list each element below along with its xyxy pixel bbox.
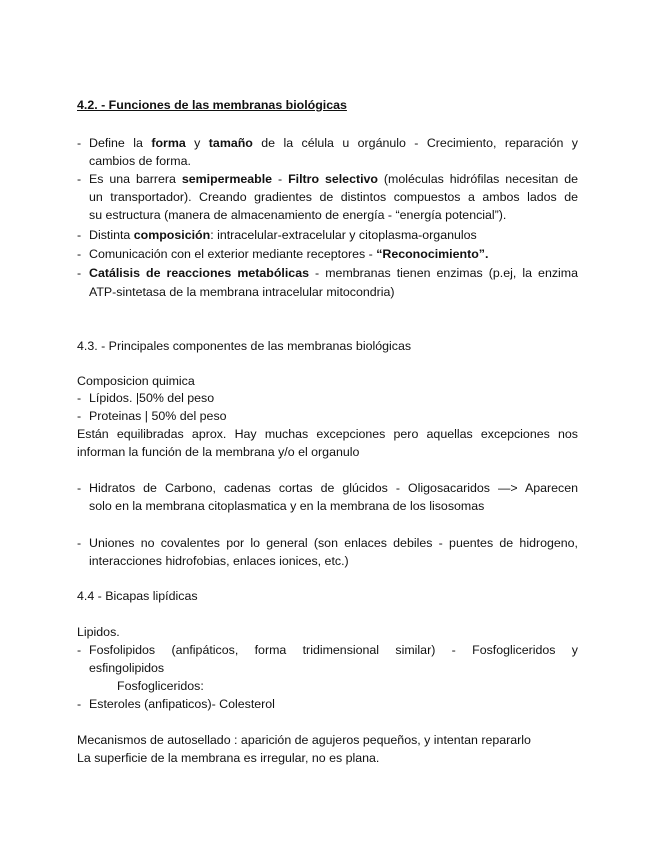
paragraph-composicion: Composicion quimica: [77, 374, 195, 388]
list-item-barrera-l3: su estructura (manera de almacenamiento de energía - “energía potencial”).: [89, 208, 507, 222]
bullet-marker: -: [77, 409, 82, 423]
section-title-4-2: 4.2. - Funciones de las membranas biológicas: [77, 98, 347, 112]
section-title-4-3: 4.3. - Principales componentes de las membranas biológicas: [77, 339, 412, 353]
list-item-catalisis: Catálisis de reacciones metabólicas - membranas tienen enzimas (p.ej, la enzima: [89, 266, 578, 280]
bullet-marker: -: [77, 643, 82, 657]
paragraph-superficie: La superficie de la membrana es irregular, no es plana.: [77, 751, 380, 765]
bullet-marker: -: [77, 266, 82, 280]
paragraph-equilibradas-l2: informan la función de la membrana y/o el organulo: [77, 445, 360, 459]
list-item-hidratos-l2: solo en la membrana citoplasmatica y en la membrana de los lisosomas: [89, 499, 485, 513]
list-item-fosfolipidos: Fosfolipidos (anfipáticos, forma tridimensional similar) - Fosfogliceridos y: [89, 643, 578, 657]
list-item-barrera-l2: un transportador). Creando gradientes de distintos compuestos a ambos lados de: [89, 190, 578, 204]
bullet-marker: -: [77, 136, 82, 150]
bullet-marker: -: [77, 697, 82, 711]
list-item-composicion: Distinta composición: intracelular-extracelular y citoplasma-organulos: [89, 228, 477, 242]
list-item-esteroles: Esteroles (anfipaticos)- Colesterol: [89, 697, 275, 711]
list-item-forma-cont: cambios de forma.: [89, 154, 191, 168]
bullet-marker: -: [77, 247, 82, 261]
list-item-proteinas: Proteinas | 50% del peso: [89, 409, 227, 423]
section-title-4-4: 4.4 - Bicapas lipídicas: [77, 589, 198, 603]
sub-item-fosfogliceridos: Fosfogliceridos:: [117, 679, 204, 693]
list-item-hidratos: Hidratos de Carbono, cadenas cortas de glúcidos - Oligosacaridos —> Aparecen: [89, 481, 578, 495]
list-item-comunicacion: Comunicación con el exterior mediante receptores - “Reconocimiento”.: [89, 247, 489, 261]
paragraph-equilibradas: Están equilibradas aprox. Hay muchas excepciones pero aquellas excepciones nos: [77, 427, 578, 441]
paragraph-autosellado: Mecanismos de autosellado : aparición de agujeros pequeños, y intentan repararlo: [77, 733, 531, 747]
bullet-marker: -: [77, 391, 82, 405]
bullet-marker: -: [77, 536, 82, 550]
list-item-barrera: Es una barrera semipermeable - Filtro selectivo (moléculas hidrófilas necesitan de: [89, 172, 579, 186]
bullet-marker: -: [77, 481, 82, 495]
list-item-fosfolipidos-l2: esfingolipidos: [89, 661, 165, 675]
bullet-marker: -: [77, 172, 82, 186]
list-item-forma: Define la forma y tamaño de la célula u orgánulo - Crecimiento, reparación y: [89, 136, 578, 150]
list-item-uniones: Uniones no covalentes por lo general (son enlaces debiles - puentes de hidrogeno,: [89, 536, 578, 550]
list-item-catalisis-l2: ATP-sintetasa de la membrana intracelular mitocondria): [89, 285, 395, 299]
paragraph-lipidos: Lipidos.: [77, 625, 120, 639]
list-item-uniones-l2: interacciones hidrofobias, enlaces ionices, etc.): [89, 554, 349, 568]
bullet-marker: -: [77, 228, 82, 242]
list-item-lipidos: Lípidos. |50% del peso: [89, 391, 215, 405]
